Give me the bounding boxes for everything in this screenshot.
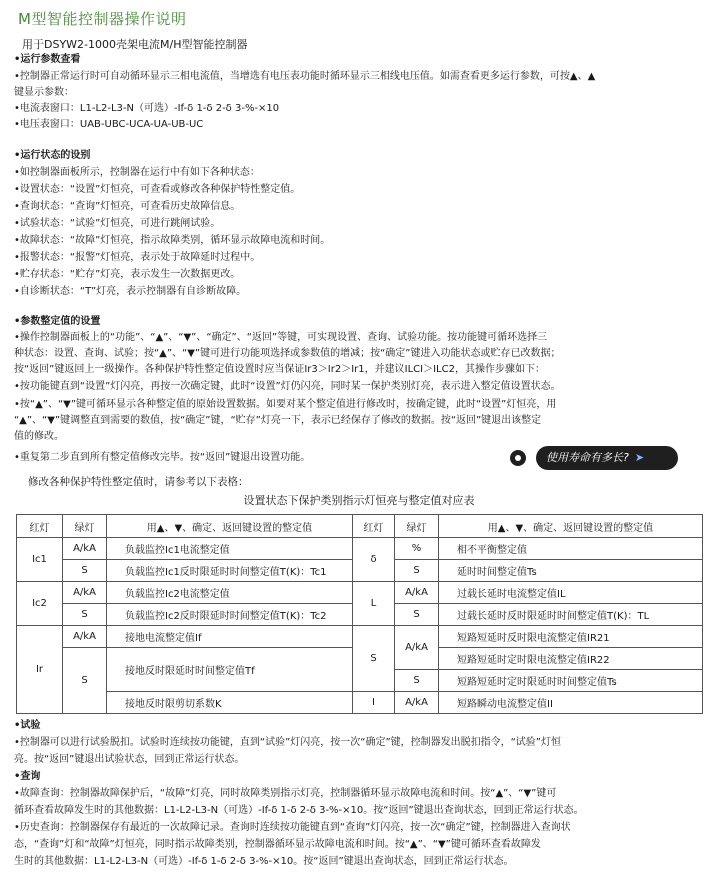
cell-desc: 过载长延时反时限延时时间整定值T(K)：TL [439, 604, 703, 626]
cell-unit: A/kA [395, 692, 439, 714]
cell-desc: 接地反时限延时时间整定值Tf [107, 648, 353, 692]
cell-unit: S [63, 560, 107, 582]
table-intro: 修改各种保护特性整定值时，请参考以下表格： [28, 476, 249, 488]
text-line: 按“返回”键返回上一级操作。各种保护特性整定值设置时应当保证Ir3＞Ir2＞Ir1，并建议ILCI＞ILC2，其操作步骤如下： [14, 364, 545, 375]
text-line: •按“▲”、“▼”键可循环显示各种整定值的原始设置数据。如要对某个整定值进行修改时，按确定键，此时“设置”灯恒亮，用 [14, 399, 557, 410]
cell-delta: δ [353, 538, 395, 582]
table-row [17, 626, 703, 648]
text-line: •控制器正常运行时可自动循环显示三相电流值，当增选有电压表功能时循环显示三相线电压值。如需查看更多运行参数，可按▲、▲ [14, 71, 596, 82]
page-subtitle: 用于DSYW2-1000壳架电流M/H型智能控制器 [22, 38, 248, 51]
text-line: 键显示参数： [14, 87, 74, 98]
cell-unit: A/kA [395, 626, 439, 670]
table-header-row [17, 515, 703, 538]
text-line: 循环查看故障发生时的其他数据：L1-L2-L3-N（可选）-If-δ 1-δ 2-δ 3-%-×10。按“返回”键退出查询状态，回到正常运行状态。 [14, 805, 584, 816]
cell-s: S [353, 626, 395, 692]
text-line: 态，“查询”灯和“故障”灯恒亮，同时指示故障类别，控制器循环显示故障电流和时间。按“▲”、“▼”键可循环查看故障发 [14, 839, 541, 850]
cell-desc: 负载监控Ic1电流整定值 [107, 538, 353, 560]
text-line: •操作控制器面板上的“功能”、“▲”、“▼”、“确定”、“返回”等键，可实现设置、查询、试验功能。按功能键可循环选择三 [14, 332, 548, 343]
text-line: •设置状态：“设置”灯恒亮，可查看或修改各种保护特性整定值。 [14, 184, 301, 195]
settings-table [16, 514, 703, 714]
header-green-light: 绿灯 [395, 515, 439, 538]
header-setting: 用▲、▼、确定、返回键设置的整定值 [107, 515, 353, 538]
cell-desc: 接地反时限剪切系数K [107, 692, 353, 714]
text-line: •故障状态：“故障”灯恒亮，指示故障类别，循环显示故障电流和时间。 [14, 235, 331, 246]
header-red-light: 红灯 [17, 515, 63, 538]
cell-ir: Ir [17, 626, 63, 714]
header-red-light: 红灯 [353, 515, 395, 538]
lifespan-link-button[interactable] [536, 446, 678, 470]
play-arrow-icon: ➤ [634, 451, 645, 464]
cell-unit: A/kA [63, 582, 107, 604]
cell-ic2: Ic2 [17, 582, 63, 626]
cell-unit: S [63, 604, 107, 626]
cell-unit: S [395, 670, 439, 692]
text-line: 种状态：设置、查询、试验；按“▲”、“▼”键可进行功能项选择或参数值的增减；按“确定”键进入功能状态或贮存已改数据； [14, 348, 561, 359]
section-heading-runtime-params: •运行参数查看 [14, 54, 81, 65]
text-line: •电流表窗口：L1-L2-L3-N（可选）-If-δ 1-δ 2-δ 3-%-×10 [14, 103, 280, 114]
section-heading-test: •试验 [14, 720, 41, 731]
cell-unit: % [395, 538, 439, 560]
cell-unit: S [63, 648, 107, 714]
cell-desc: 接地电流整定值If [107, 626, 353, 648]
cell-unit: A/kA [395, 582, 439, 604]
cell-unit: A/kA [63, 538, 107, 560]
record-icon [510, 450, 526, 466]
cell-desc: 负载监控Ic1反时限延时时间整定值T(K)：Tc1 [107, 560, 353, 582]
cell-unit: S [395, 560, 439, 582]
cell-desc: 短路短延时定时限电流整定值IR22 [439, 648, 703, 670]
text-line: •故障查询：控制器故障保护后，“故障”灯亮，同时故障类别指示灯亮，控制器循环显示故障电流和时间。按“▲”、“▼”键可 [14, 788, 557, 799]
cell-unit: S [395, 604, 439, 626]
cell-l: L [353, 582, 395, 626]
text-line: 值的修改。 [14, 431, 64, 442]
cell-desc: 延时时间整定值Ts [439, 560, 703, 582]
text-line: •控制器可以进行试验脱扣。试验时连续按功能键，直到“试验”灯闪亮，按一次“确定”键，控制器发出脱扣指令，“试验”灯恒 [14, 737, 561, 748]
cell-desc: 负载监控Ic2反时限延时时间整定值T(K)：Tc2 [107, 604, 353, 626]
cell-desc: 负载监控Ic2电流整定值 [107, 582, 353, 604]
table-row [17, 582, 703, 604]
text-line: •电压表窗口：UAB-UBC-UCA-UA-UB-UC [14, 119, 204, 130]
cell-desc: 相不平衡整定值 [439, 538, 703, 560]
table-row [17, 538, 703, 560]
cell-ic1: Ic1 [17, 538, 63, 582]
text-line: 生时的其他数据：L1-L2-L3-N（可选）-If-δ 1-δ 2-δ 3-%-×10。按“返回”键退出查询状态，回到正常运行状态。 [14, 856, 514, 867]
text-line: •重复第二步直到所有整定值修改完毕。按“返回”键退出设置功能。 [14, 452, 311, 463]
text-line: •报警状态：“报警”灯恒亮，表示处于故障延时过程中。 [14, 252, 261, 263]
text-line: •如控制器面板所示，控制器在运行中有如下各种状态： [14, 167, 260, 178]
text-line: •贮存状态：“贮存”灯亮，表示发生一次数据更改。 [14, 269, 241, 280]
text-line: •自诊断状态：“T”灯亮，表示控制器有自诊断故障。 [14, 286, 247, 297]
text-line: 亮。按“返回”键退出试验状态，回到正常运行状态。 [14, 754, 245, 765]
cell-desc: 短路瞬动电流整定值II [439, 692, 703, 714]
cell-desc: 短路短延时定时限延时时间整定值Ts [439, 670, 703, 692]
text-line: “▲”、“▼”键调整直到需要的数值，按“确定”键，“贮存”灯亮一下，表示已经保存了修改的数据。按“返回”键退出该整定 [14, 415, 542, 426]
table-caption: 设置状态下保护类别指示灯恒亮与整定值对应表 [243, 494, 475, 507]
page-title: M型智能控制器操作说明 [18, 10, 187, 28]
cell-desc: 过载长延时电流整定值IL [439, 582, 703, 604]
text-line: •试验状态：“试验”灯恒亮，可进行跳闸试验。 [14, 218, 221, 229]
cell-i: I [353, 692, 395, 714]
section-heading-query: •查询 [14, 771, 41, 782]
header-green-light: 绿灯 [63, 515, 107, 538]
text-line: •历史查询：控制器保存有最近的一次故障记录。查询时连续按功能键直到“查询”灯闪亮，按一次“确定”键，控制器进入查询状 [14, 822, 571, 833]
section-heading-settings: •参数整定值的设置 [14, 316, 101, 327]
header-setting: 用▲、▼、确定、返回键设置的整定值 [439, 515, 703, 538]
cell-desc: 短路短延时反时限电流整定值IR21 [439, 626, 703, 648]
lifespan-link-label: 使用寿命有多长? [546, 451, 629, 464]
text-line: •查询状态：“查询”灯恒亮，可查看历史故障信息。 [14, 201, 241, 212]
table-row [17, 692, 703, 714]
section-heading-run-states: •运行状态的设别 [14, 150, 91, 161]
text-line: •按功能键直到“设置”灯闪亮，再按一次确定键，此时“设置”灯仍闪亮，同时某一保护类别灯亮，表示进入整定值设置状态。 [14, 381, 561, 392]
cell-unit: A/kA [63, 626, 107, 648]
